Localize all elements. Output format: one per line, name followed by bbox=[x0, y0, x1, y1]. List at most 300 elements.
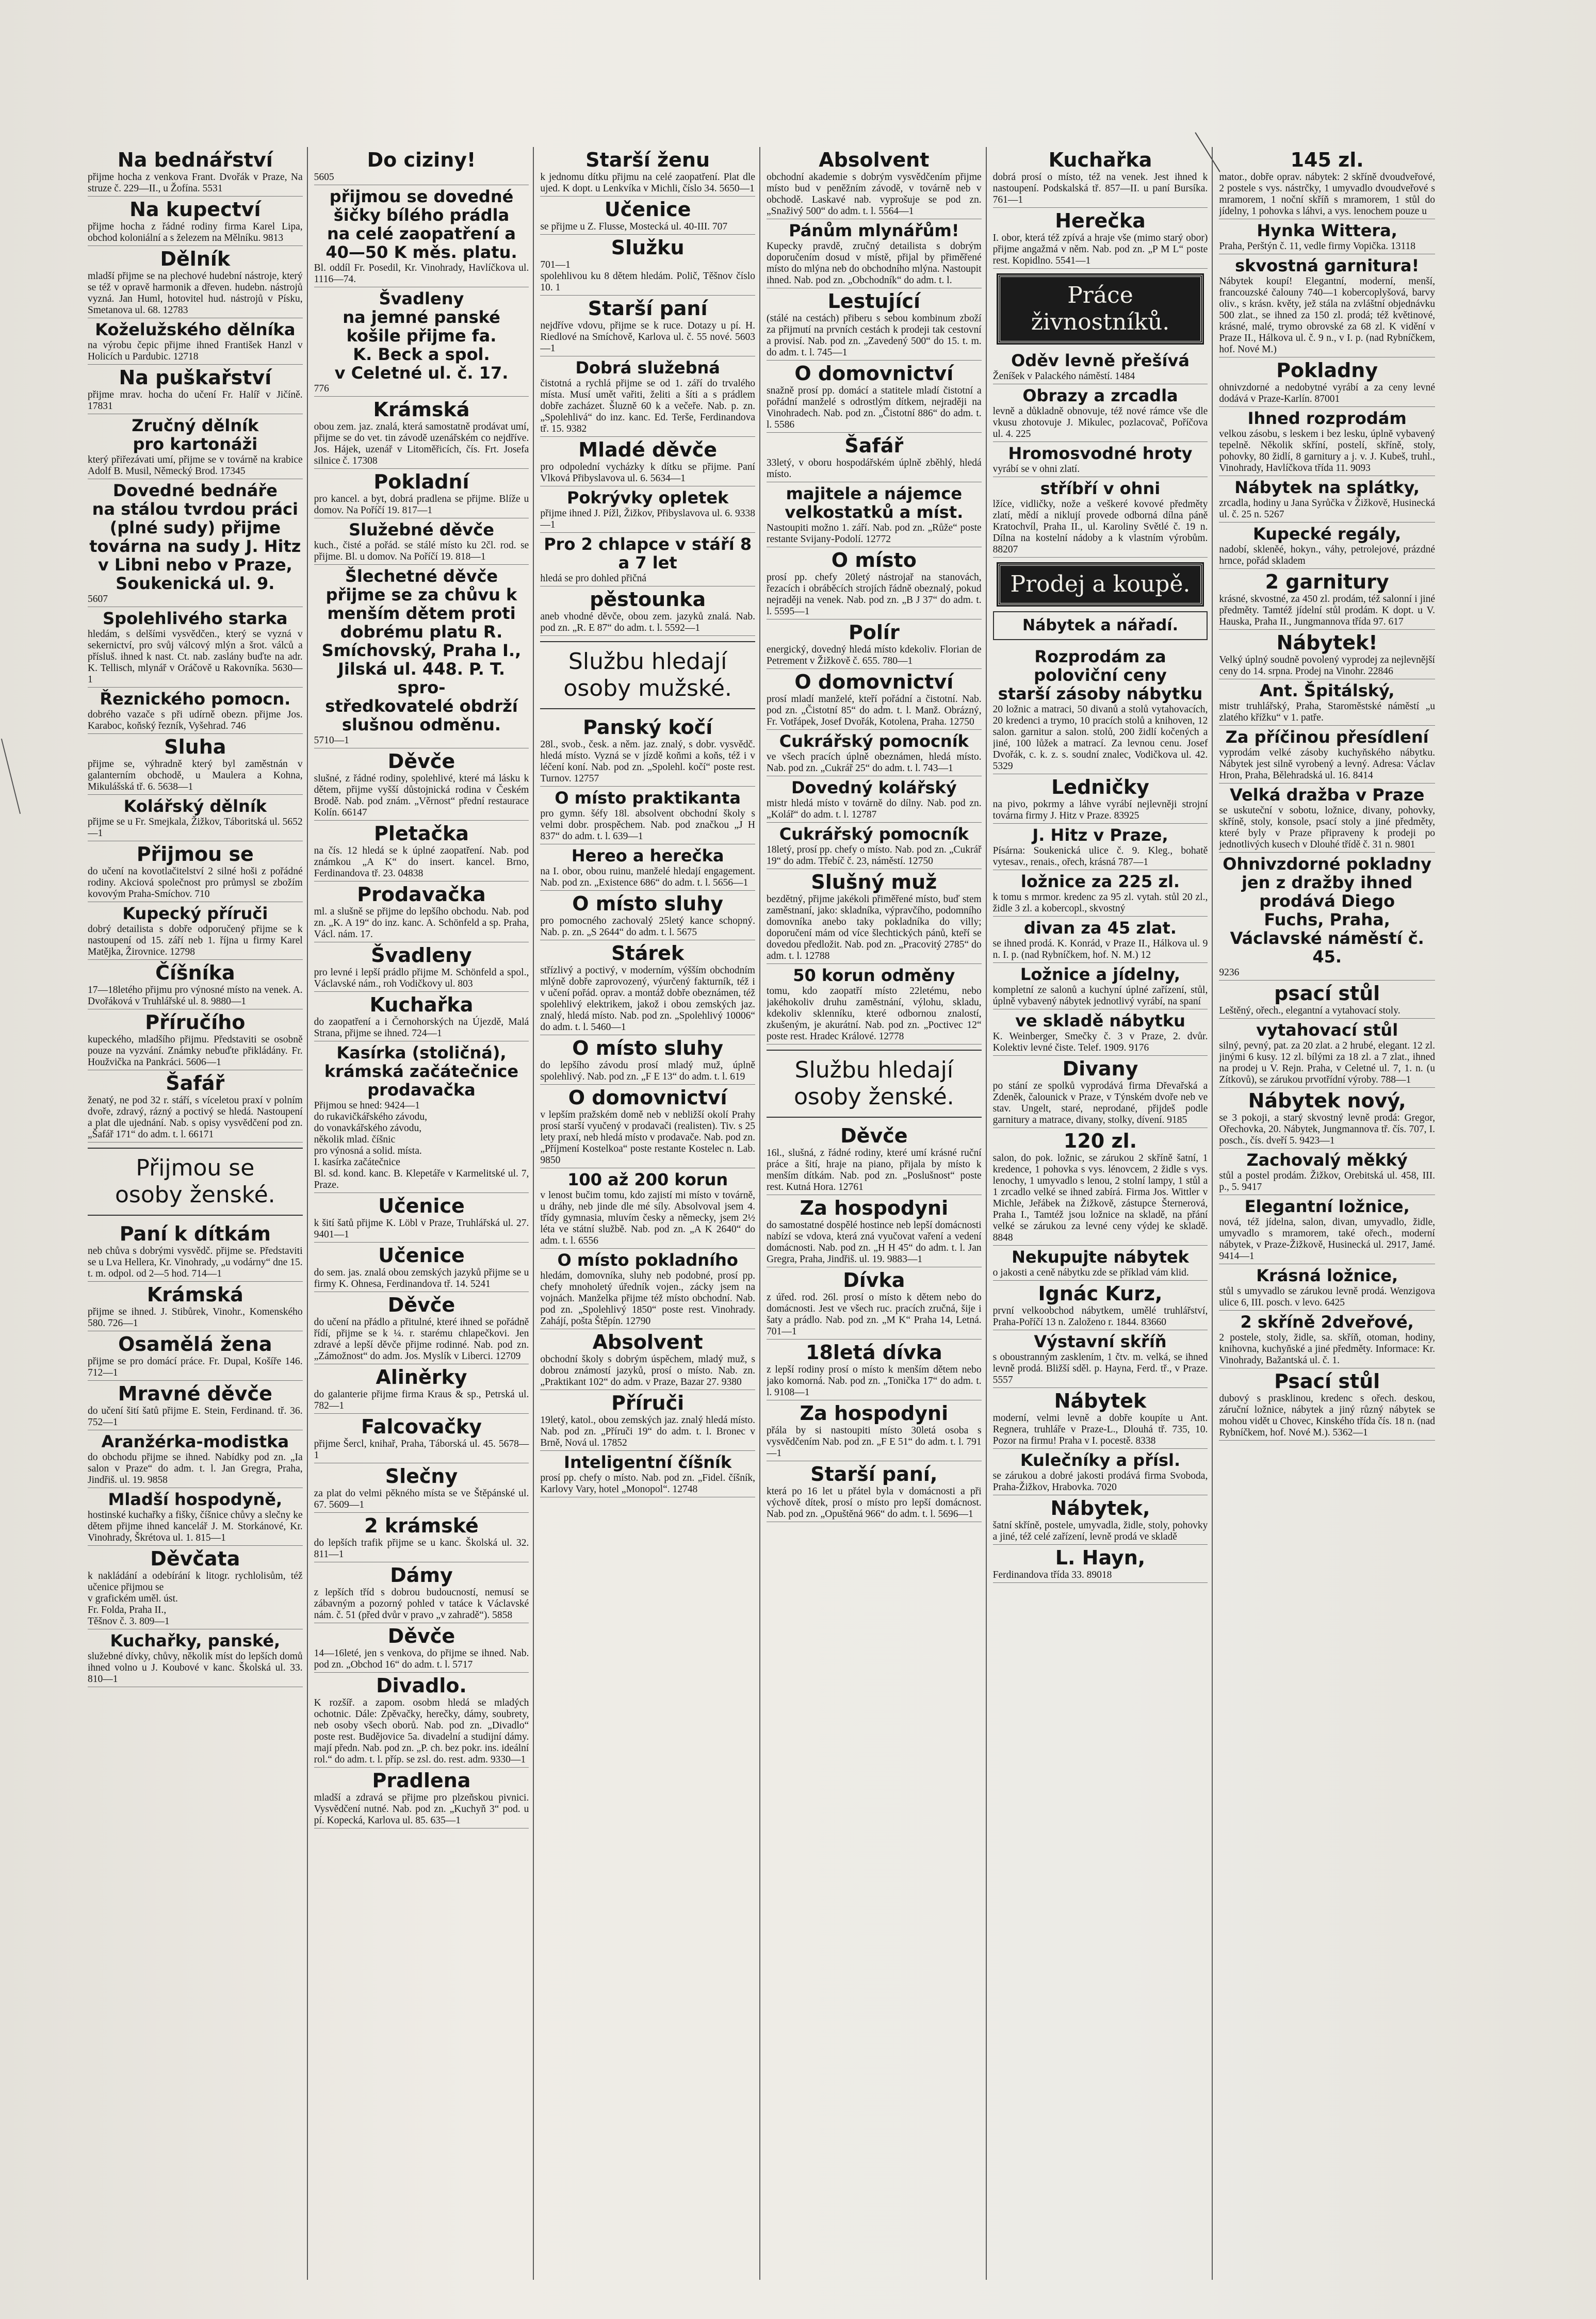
ad-heading: Výstavní skříň bbox=[1034, 1332, 1167, 1351]
classified-ad bbox=[540, 147, 758, 197]
ad-heading: Dovedné bednáře na stálou tvrdou práci (plné sudy) přijme továrna na sudy J. Hitz v Libni nebo v Praze, Soukenická ul. 9. bbox=[89, 481, 301, 593]
ad-heading: Obrazy a zrcadla bbox=[1022, 386, 1178, 405]
classified-ad bbox=[314, 565, 529, 748]
ad-heading: Dobrá služebná bbox=[575, 358, 720, 378]
classified-ad bbox=[88, 607, 303, 688]
ad-text: na I. obor, obou ruinu, manželé hledají engagement. Nab. pod zn. „Existence 686“ do adm. t. l. 5656—1 bbox=[540, 866, 758, 888]
classified-ad bbox=[540, 235, 755, 296]
ad-heading: Divany bbox=[1062, 1057, 1138, 1080]
classified-ad bbox=[314, 518, 532, 565]
ad-heading: vytahovací stůl bbox=[1256, 1020, 1398, 1040]
ad-text: aneb vhodné děvče, obou zem. jazyků znalá. Nab. pod zn. „R. E 87“ do adm. t. l. 5592—1 bbox=[540, 611, 758, 633]
ad-heading: Polír bbox=[848, 621, 900, 644]
ad-text: Nastoupiti možno 1. září. Nab. pod zn. „Růže“ poste restante Svijany-Podolí. 12772 bbox=[766, 522, 984, 545]
ad-text: 18letý, prosí pp. chefy o místo. Nab. pod zn. „Cukrář 19“ do adm. Třebíč č. 23, náměstí. 12750 bbox=[766, 844, 984, 867]
ad-text: dobrá prosí o místo, též na venek. Jest ihned k nastoupení. Podskalská tř. 857—II. u paní Bursíka. 761—1 bbox=[992, 172, 1211, 205]
ad-heading: Prodavačka bbox=[357, 883, 486, 906]
classified-ad bbox=[993, 442, 1208, 477]
ad-heading: O místo sluhy bbox=[572, 892, 724, 915]
ad-text: na výrobu čepic přijme ihned František Hanzl v Holicích u Pardubic. 12718 bbox=[88, 340, 305, 362]
ad-text: k jednomu dítku přijmu na celé zaopatření. Plat dle ujed. K dopt. u Lenkvíka v Michli, číslo 34. 5650—1 bbox=[540, 172, 758, 194]
ad-heading: Inteligentní číšník bbox=[564, 1452, 732, 1472]
ad-text: služebné dívky, chůvy, několik míst do lepších domů ihned volno u J. Koubové v kanc. Školská ul. 33. 810—1 bbox=[88, 1651, 305, 1685]
ad-text: čistotná a rychlá přijme se od 1. září do trvalého místa. Musí umět vařiti, želiti a šíti a s prádlem dobře zacházet. Šluzně 60 k a večeře. Nab. p. zn. „Spolehlivá“ do inz. kanc. Ed. Terše, Ferdinandova tř. 15. 9382 bbox=[540, 378, 758, 434]
ad-text: Nábytek koupí! Elegantní, moderní, menší, francouzské čalouny 740—1 kobercoplyšová, barvy oliv., s krásn. květy, jež stála na zvláštní objednávku 500 zlat., se ihned za 150 zl. prodá; též květinové, krásné, malé, trymo obrovské za 68 zl. K vidění v Praze II., Hálkova ul. č. 9 n., v I. p. (nad Rybníčkem, hof. Nové M.) bbox=[1219, 276, 1438, 355]
ad-text: 2 postele, stoly, židle, sa. skříň, otoman, hodiny, knihovna, kuchyňské a jiné předměty. Informace: Kr. Vinohrady, Bažantská ul. č. 1. bbox=[1219, 1332, 1438, 1366]
classified-ad bbox=[992, 384, 1211, 442]
classified-ad bbox=[767, 1461, 982, 1522]
classified-ad bbox=[88, 960, 303, 1009]
classified-ad bbox=[88, 1331, 303, 1381]
classified-ad bbox=[88, 688, 303, 734]
classified-ad bbox=[767, 361, 982, 433]
ad-heading: Oděv levně přešívá bbox=[1011, 351, 1190, 370]
category-heading: Nábytek a nářadí. bbox=[993, 611, 1208, 640]
ad-heading: Na kupectví bbox=[129, 198, 261, 221]
ad-heading: Ignác Kurz, bbox=[1038, 1282, 1163, 1305]
classified-ad bbox=[88, 1221, 303, 1282]
ad-text: mladší a zdravá se přijme pro plzeňskou pivnici. Vysvědčení nutné. Nab. pod zn. „Kuchyň 3“ pod. u pí. Kopecká, Karlova ul. 85. 635—1 bbox=[314, 1792, 532, 1826]
ad-heading: Absolvent bbox=[592, 1331, 703, 1353]
ad-heading: Pokrývky opletek bbox=[566, 488, 729, 508]
classified-ad bbox=[992, 870, 1211, 917]
classified-ad bbox=[767, 1267, 982, 1340]
ad-text: Písárna: Soukenická ulice č. 9. Kleg., bohatě vytesav., renais., ořech, krásná 787—1 bbox=[992, 845, 1211, 868]
classified-ad bbox=[1219, 569, 1438, 630]
classified-ad bbox=[1219, 1368, 1438, 1441]
ad-heading: 2 krámské bbox=[364, 1514, 479, 1537]
ad-heading: Falcovačky bbox=[361, 1415, 482, 1438]
ad-heading: Pokladny bbox=[1276, 359, 1378, 382]
column-1 bbox=[88, 147, 308, 2280]
classified-ad bbox=[314, 287, 529, 397]
ad-heading: Spolehlivého starka bbox=[103, 609, 288, 628]
classified-ad bbox=[767, 482, 982, 547]
ad-text: za plat do velmi pěkného místa se ve Štěpánské ul. 67. 5609—1 bbox=[314, 1488, 532, 1510]
classified-ad bbox=[88, 365, 303, 414]
ad-heading: Starší ženu bbox=[585, 149, 710, 171]
ad-heading: Dámy bbox=[390, 1564, 453, 1587]
ad-text: nová, též jídelna, salon, divan, umyvadlo, židle, umyvadlo s mramorem, také ořech., moderní nábytek, v Praze-Žižkově, Husinecká ul. 2917, Jamé. 9414—1 bbox=[1219, 1217, 1438, 1262]
ad-heading: Ihned rozprodám bbox=[1247, 409, 1407, 428]
ad-text: do lepšího závodu prosí mladý muž, úplně spolehlivý. Nab. pod zn. „F E 13“ do adm. t. l. 619 bbox=[540, 1060, 758, 1082]
classified-ad bbox=[540, 940, 758, 1035]
ad-heading: Do ciziny! bbox=[367, 149, 476, 171]
ad-text: stůl a postel prodám. Žižkov, Orebitská ul. 458, III. p., 5. 9417 bbox=[1219, 1170, 1438, 1193]
classified-ad bbox=[993, 1246, 1208, 1281]
ad-heading: Příručího bbox=[145, 1011, 246, 1034]
classified-ad bbox=[992, 963, 1211, 1009]
ad-text: vyrábí se v ohni zlatí. bbox=[992, 464, 1080, 475]
ad-heading: Velká dražba v Praze bbox=[1229, 785, 1425, 805]
ad-text: prosí pp. chefy o místo. Nab. pod zn. „Fidel. číšník, Karlovy Vary, hotel „Monopol“. 12748 bbox=[540, 1473, 758, 1495]
classified-ad bbox=[540, 1451, 758, 1497]
classified-ad bbox=[540, 1035, 758, 1085]
ad-heading: Za příčinou přesídlení bbox=[1225, 727, 1429, 747]
ad-heading: O místo praktikanta bbox=[555, 788, 741, 808]
ad-text: přijme Šercl, knihař, Praha, Táborská ul. 45. 5678—1 bbox=[314, 1439, 529, 1461]
pencil-mark bbox=[1, 739, 21, 814]
ad-heading: Nábytek! bbox=[1276, 631, 1378, 654]
ad-text: šatní skříně, postele, umyvadla, židle, stoly, pohovky a jiné, též celé zařízení, levně prodá ve skladě bbox=[992, 1520, 1211, 1542]
ad-heading: Koželužského dělníka bbox=[95, 320, 296, 339]
ad-heading: Psací stůl bbox=[1274, 1370, 1380, 1393]
ad-text: salon, do pok. ložnic, se zárukou 2 skříně šatní, 1 kredence, 1 pohovka s vys. lénovcem, 2 židle s vys. lenochy, 1 umyvadlo s lenou, 2 stolní lampy, 1 stůl a 1 zrcadlo velké se ihned zabírá. Firma Jos. Wittler v Michle, Jeřábek na Žižkově, zástupce Šternerová, Praha I., Tamtéž jsou ložnice na skladě, na přání velké se zárukou za levné ceny výdej ke skladě. 8848 bbox=[992, 1153, 1211, 1243]
classified-ad bbox=[767, 147, 982, 219]
ad-text: Praha, Perštýn č. 11, vedle firmy Vopička. 13118 bbox=[1219, 241, 1416, 252]
ad-heading: Krámská bbox=[373, 398, 470, 421]
ad-heading: Učenice bbox=[378, 1244, 465, 1267]
classified-ad bbox=[88, 246, 303, 318]
ad-text: o jakosti a ceně nábytku zde se příklad vám klid. bbox=[992, 1267, 1189, 1278]
ad-heading: J. Hitz v Praze, bbox=[1032, 825, 1168, 845]
ad-heading: Cukrářský pomocník bbox=[779, 731, 969, 751]
classified-ad bbox=[992, 1495, 1211, 1545]
classified-ad bbox=[314, 147, 529, 185]
classified-ad bbox=[767, 1400, 982, 1461]
classified-ad bbox=[540, 891, 758, 940]
ad-heading: skvostná garnitura! bbox=[1235, 256, 1420, 275]
classified-ad bbox=[540, 1329, 758, 1390]
classified-ad bbox=[1219, 981, 1435, 1019]
ad-text: do učení šití šatů přijme E. Stein, Ferdinand. tř. 36. 752—1 bbox=[88, 1406, 305, 1428]
ad-heading: Ledničky bbox=[1051, 776, 1149, 798]
classified-ad bbox=[992, 208, 1211, 269]
ad-text: se zárukou a dobré jakosti prodává firma Svoboda, Praha-Žižkov, Hrabovka. 7020 bbox=[992, 1471, 1211, 1493]
ad-heading: Nábytek na splátky, bbox=[1234, 478, 1420, 497]
ad-text: k nakládání a odebírání k litogr. rychlolisům, též učenice přijmou se v grafickém uměl. úst. Fr. Folda, Praha II., Těšnov č. 3. 809—1 bbox=[88, 1571, 303, 1627]
classified-ad bbox=[88, 414, 303, 479]
ad-text: přijme se u Fr. Smejkala, Žižkov, Táboritská ul. 5652—1 bbox=[88, 816, 303, 839]
ad-heading: Pokladní bbox=[373, 470, 469, 493]
category-banner: Prodej a koupě. bbox=[998, 564, 1203, 605]
classified-columns bbox=[88, 147, 1439, 2280]
ad-text: Přijmou se hned: 9424—1 do rukavičkářského závodu, do vonavkářského závodu, několik mlad. číšnic pro výnosná a solid. místa. I. kasírka začátečnice Bl. sd. kond. kanc. B. Klepetáře v Karmelitské ul. 7, Praze. bbox=[314, 1100, 529, 1190]
ad-text: mistr hledá místo v továrně do dílny. Nab. pod zn. „Kolář“ do adm. t. l. 12787 bbox=[766, 798, 984, 820]
ad-text: hostinské kuchařky a fišky, číšnice chůvy a slečny ke dětem přijme ihned kancelář J. M. Storkánové, Kr. Vinohrady, Škrétova ul. 1. 815—1 bbox=[88, 1510, 305, 1543]
classified-ad bbox=[1219, 357, 1438, 407]
ad-text: 33letý, v oboru hospodářském úplně zběhlý, hledá místo. bbox=[766, 458, 984, 480]
ad-heading: O domovnictví bbox=[794, 362, 954, 385]
ad-heading: pěstounka bbox=[590, 588, 706, 611]
classified-ad bbox=[1219, 407, 1438, 476]
classified-ad bbox=[767, 869, 982, 964]
classified-ad bbox=[88, 147, 303, 197]
ad-text: K. Weinberger, Smečky č. 3 v Praze, 2. dvůr. Kolektiv levné čiste. Telef. 1909. 9176 bbox=[992, 1031, 1211, 1053]
ad-heading: Kuchařka bbox=[1048, 149, 1152, 171]
ad-heading: 145 zl. bbox=[1290, 149, 1364, 171]
classified-ad bbox=[1219, 783, 1438, 853]
ad-text: Velký úplný soudně povolený vyprodej za nejlevnější ceny do 14. srpna. Prodej na Vinohr. 22846 bbox=[1219, 655, 1438, 677]
classified-ad bbox=[767, 619, 982, 669]
ad-heading: psací stůl bbox=[1274, 982, 1380, 1005]
ad-heading: O domovnictví bbox=[794, 671, 954, 693]
ad-heading: Panský kočí bbox=[582, 716, 713, 739]
ad-text: se přijme u Z. Flusse, Mostecká ul. 40-III. 707 bbox=[540, 221, 728, 232]
ad-text: mistr truhlářský, Praha, Staroměstské náměstí „u zlatého křížku“ v 1. patře. bbox=[1219, 701, 1438, 723]
ad-heading: Lestující bbox=[827, 290, 921, 313]
classified-ad bbox=[314, 1463, 532, 1513]
ad-heading: stříbří v ohni bbox=[1040, 479, 1161, 498]
classified-ad bbox=[992, 1330, 1211, 1388]
ad-text: která po 16 let u přátel byla v domácnosti a při výchově dítek, prosí o místo pro lepší domácnost. Nab. pod zn. „Opuštěná 966“ do adm. t. l. 5696—1 bbox=[766, 1486, 984, 1520]
ad-text: pro pomocného zachovalý 25letý kance schopný. Nab. p. zn. „S 2644“ do adm. t. l. 5675 bbox=[540, 916, 758, 938]
ad-heading: Nábytek, bbox=[1050, 1497, 1150, 1520]
classified-ad bbox=[767, 433, 982, 482]
ad-text: 5605 bbox=[314, 172, 334, 183]
ad-text: do učení na přádlo a přitulné, které ihned se pořádně řídí, přijme se k ¼. r. starému chlapečkovi. Jen zdravé a lepší děvče přijme rodinné. Nab. pod zn. „Zámožnost“ do adm. Jos. Myslík v Liberci. 12709 bbox=[314, 1317, 532, 1362]
classified-ad bbox=[992, 645, 1211, 774]
classified-ad bbox=[88, 479, 303, 607]
ad-heading: Cukrářský pomocník bbox=[779, 824, 969, 844]
ad-text: přijme se pro domácí práce. Fr. Dupal, Košíře 146. 712—1 bbox=[88, 1356, 305, 1378]
ad-text: pro odpolední vycházky k dítku se přijme. Paní Vlková Přibyslavova ul. 6. 5634—1 bbox=[540, 462, 758, 484]
classified-ad bbox=[88, 1282, 303, 1331]
classified-ad bbox=[88, 197, 303, 246]
ad-text: mator., dobře oprav. nábytek: 2 skříně dvoudveřové, 2 postele s vys. nástrčky, 1 umyvadlo dvoudveřové s mramorem, 1 noční skříň s mramorem, 1 stůl do jídelny, 1 pohovka s láhvi, a vys. lenochem pouze u bbox=[1219, 172, 1438, 217]
ad-heading: 18letá dívka bbox=[806, 1341, 942, 1364]
classified-ad bbox=[540, 197, 755, 235]
classified-ad bbox=[540, 586, 758, 636]
ad-text: Bl. oddíl Fr. Posedil, Kr. Vinohrady, Havlíčkova ul. 1116—74. bbox=[314, 263, 532, 285]
ad-text: přijme ihned J. Pížl, Žižkov, Přibyslavova ul. 6. 9338—1 bbox=[540, 508, 755, 530]
ad-heading: O místo pokladního bbox=[557, 1250, 738, 1270]
ad-heading: ve skladě nábytku bbox=[1015, 1011, 1185, 1031]
classified-ad bbox=[314, 1768, 532, 1828]
column-6 bbox=[1219, 147, 1439, 2280]
ad-heading: Hynka Wittera, bbox=[1257, 221, 1397, 240]
classified-ad bbox=[314, 1673, 532, 1768]
ad-heading: Švadleny na jemné panské košile přijme fa. K. Beck a spol. v Celetné ul. č. 17. bbox=[334, 289, 509, 383]
classified-ad bbox=[992, 1388, 1211, 1449]
ad-heading: Hereo a herečka bbox=[571, 846, 724, 865]
ad-text: k tomu s mrmor. kredenc za 95 zl. vytah. stůl 20 zl., židle 3 zl. a kobercopl., skvostný bbox=[992, 892, 1211, 914]
classified-ad bbox=[1219, 147, 1438, 219]
ad-heading: majitele a nájemce velkostatků a míst. bbox=[785, 484, 964, 522]
ad-heading: Přijmou se bbox=[136, 843, 254, 865]
ad-heading: Mladší hospodyně, bbox=[108, 1490, 283, 1509]
ad-heading: 50 korun odměny bbox=[793, 966, 955, 985]
ad-heading: Stárek bbox=[611, 942, 685, 965]
classified-ad bbox=[767, 219, 982, 288]
ad-heading: Pradlena bbox=[372, 1769, 471, 1792]
ad-heading: Děvčata bbox=[150, 1547, 240, 1570]
ad-text: v lenost bučim tomu, kdo zajistí mi místo v továrně, u dráhy, neb jinde dle mé síly. Absolvoval jsem 4. třídy gymnasia, mluvím česky a německy, jsem 2½ léta ve státní službě. Nab. pod zn. „A K 2640“ do adm. t. l. 6556 bbox=[540, 1190, 758, 1246]
ad-text: neb chůva s dobrými vysvědč. přijme se. Představiti se u Lva Hellera, Kr. Vinohrady, „u vodárny“ dne 15. t. m. odpol. od 2—5 hod. 714—1 bbox=[88, 1246, 305, 1279]
ad-heading: Zručný dělník pro kartonáži bbox=[132, 416, 259, 454]
ad-text: Kupecky pravdě, zručný detailista s dobrým doporučením dosud v místě, přijal by přiměřené místo do mlýna neb do obchodního mlýna. Nastoupit ihned. Nab. pod zn. „Obchodník“ do adm. t. l. bbox=[766, 241, 984, 286]
ad-heading: Dovedný kolářský bbox=[791, 778, 957, 797]
ad-text: z lepších tříd s dobrou budoucností, nemusí se zábavným a pozorný pohled v tatáce k Václavské nám. č. 51 (před dvůr v pravo „v zahradě“). 5858 bbox=[314, 1587, 532, 1621]
classified-ad bbox=[1219, 1088, 1438, 1149]
ad-text: se 3 pokoji, a starý skvostný levně prodá: Gregor, Ořechovka, 20. Nábytek, Jungmannova tř. čís. 707, I. posch., čís. dveří 5. 9423—1 bbox=[1219, 1113, 1438, 1146]
classified-ad bbox=[88, 841, 303, 902]
ad-text: ženatý, ne pod 32 r. stáří, s víceletou praxí v polním dvoře, zdravý, rázný a poctivý se hledá. Nastoupení a plat dle ujednání. Nab. s opisy vysvědčení pod zn. „Šafář 171“ do adm. t. l. 66171 bbox=[88, 1095, 305, 1140]
ad-heading: Kupecké regály, bbox=[1252, 524, 1402, 544]
ad-heading: 2 skříně 2dveřové, bbox=[1240, 1312, 1414, 1332]
ad-text: 5710—1 bbox=[314, 735, 349, 746]
ad-heading: Mravné děvče bbox=[118, 1382, 272, 1405]
classified-ad bbox=[1219, 679, 1438, 726]
ad-text: 776 bbox=[314, 383, 329, 394]
ad-heading: Za hospodyni bbox=[800, 1402, 949, 1425]
ad-heading: Hromosvodné hroty bbox=[1008, 444, 1193, 463]
classified-ad bbox=[1219, 1149, 1438, 1195]
ad-heading: Děvče bbox=[387, 1625, 455, 1647]
ad-text: po stání ze spolků vyprodává firma Dřevařská a Zdeněk, čalounick v Praze, v Týnském dvoře neb ve stav. Ungelt, staré, neprodané, přijdeš podle garnitury a matrace, divany, stolky, dívení. 9185 bbox=[992, 1081, 1211, 1125]
ad-text: pro gymn. šéfy 18l. absolvent obchodní školy s velmi dobr. prospěchem. Nab. pod značkou „J H 837“ do adm. t. l. 639—1 bbox=[540, 808, 758, 842]
classified-ad bbox=[314, 1041, 529, 1193]
classified-ad bbox=[88, 734, 303, 795]
ad-text: vyprodám velké zásoby kuchyňského nábytku. Nábytek jest silně vyrobený a levný. Adresa: Václav Hron, Praha, Bělehradská ul. 16. 8414 bbox=[1219, 747, 1438, 781]
classified-ad bbox=[767, 823, 982, 869]
classified-ad bbox=[1219, 254, 1438, 357]
column-2 bbox=[314, 147, 534, 2280]
ad-heading: Šafář bbox=[844, 434, 904, 457]
classified-ad bbox=[540, 1168, 758, 1249]
ad-heading: Kolářský dělník bbox=[123, 796, 267, 816]
ad-text: 5607 bbox=[88, 594, 108, 605]
classified-ad bbox=[1219, 726, 1438, 783]
ad-text: 14—16leté, jen s venkova, do přijme se ihned. Nab. pod zn. „Obchod 16“ do adm. t. l. 5717 bbox=[314, 1648, 532, 1670]
classified-ad bbox=[993, 349, 1208, 384]
classified-ad bbox=[1219, 1019, 1438, 1088]
ad-heading: Šlechetné děvče přijme se za chůvu k menším dětem proti dobrému platu R. Smíchovský, Praha I., Jilská ul. 448. P. T. spro- středkovatelé obdrží slušnou odměnu. bbox=[321, 566, 522, 734]
ad-heading: Starší paní bbox=[588, 297, 708, 320]
ad-text: 19letý, katol., obou zemských jaz. znalý hledá místo. Nab. pod zn. „Příruči 19“ do adm. t. l. Bronec v Brně, Nová ul. 17852 bbox=[540, 1415, 758, 1448]
classified-ad bbox=[314, 1562, 532, 1623]
ad-heading: Kuchařka bbox=[369, 993, 474, 1016]
ad-heading: Paní k dítkám bbox=[119, 1222, 271, 1245]
ad-heading: Příruči bbox=[611, 1392, 685, 1414]
classified-ad bbox=[540, 296, 758, 356]
ad-heading: Krásná ložnice, bbox=[1256, 1266, 1398, 1285]
classified-ad bbox=[1219, 219, 1435, 254]
classified-ad bbox=[1219, 630, 1438, 679]
ad-text: na čís. 12 hledá se k úplné zaopatření. Nab. pod známkou „A K“ do insert. kancel. Brno, Ferdinandova tř. 23. 04838 bbox=[314, 845, 532, 879]
classified-ad bbox=[314, 469, 532, 518]
ad-heading: ložnice za 225 zl. bbox=[1020, 872, 1180, 891]
classified-ad bbox=[540, 714, 758, 787]
ad-heading: Pánům mlynářům! bbox=[789, 221, 959, 240]
classified-ad bbox=[992, 1009, 1211, 1056]
ad-heading: Pro 2 chlapce v stáří 8 a 7 let bbox=[544, 534, 758, 573]
classified-ad bbox=[88, 1546, 303, 1629]
ad-text: Ženíšek v Palackého náměstí. 1484 bbox=[992, 371, 1135, 382]
ad-text: stůl s umyvadlo se zárukou levně prodá. Wenzigova ulice 6, III. posch. v levo. 6425 bbox=[1219, 1286, 1438, 1308]
classified-ad bbox=[992, 1128, 1211, 1246]
ad-text: přijme se ihned. J. Stibůrek, Vinohr., Komenského 580. 726—1 bbox=[88, 1307, 305, 1329]
ad-heading: Rozprodám za poloviční ceny starší zásoby nábytku bbox=[998, 647, 1203, 704]
classified-ad bbox=[992, 1056, 1211, 1128]
ad-text: tomu, kdo zaopatří místo 22letému, nebo jakéhokoliv druhu zaměstnání, výlohu, skladu, kdekoliv sklenníku, které odbornou znalostí, zkušeným, je akurátní. Nab. pod zn. „Poctivec 12“ poste rest. Hradec Králové. 12778 bbox=[766, 986, 984, 1042]
ad-heading: Aranžérka-modistka bbox=[101, 1432, 289, 1451]
ad-heading: Za hospodyni bbox=[800, 1197, 949, 1219]
ad-text: k šití šatů přijme K. Löbl v Praze, Truhlářská ul. 27. 9401—1 bbox=[314, 1218, 532, 1240]
classified-ad bbox=[1219, 522, 1438, 569]
ad-text: 17—18letého přijmu pro výnosné místo na venek. A. Dvořáková v Truhlářské ul. 8. 9880—1 bbox=[88, 985, 305, 1007]
ad-heading: 2 garnitury bbox=[1265, 570, 1389, 593]
classified-ad bbox=[1219, 853, 1435, 981]
classified-ad bbox=[767, 776, 982, 823]
ad-text: nadobí, skleněé, hokyn., váhy, petrolejové, prázdné hrnce, pořád skladem bbox=[1219, 544, 1438, 566]
classified-ad bbox=[1219, 1311, 1438, 1368]
ad-text: 20 ložnic a matraci, 50 divanů a stolů vytahovacích, 20 kredenci a trymo, 10 pracích stolů a knihoven, 12 salon. garnitur a salon. stolů, 200 židlí kočených a jiné, 100 lůžek a matrací. Za levnou cenu. Josef Dvořák, c. k. z. s. soudní znalec, Vodičkova ul. 42. 5329 bbox=[992, 704, 1211, 772]
ad-heading: Kulečníky a přísl. bbox=[1020, 1450, 1181, 1470]
ad-text: obou zem. jaz. znalá, která samostatně prodávat umí, přijme se do vet. tin závodě uzenářském co nejdříve. Jos. Hájek, uzenář v Litoměřicích, čís. Frt. Josefa silnice č. 17308 bbox=[314, 421, 532, 466]
ad-text: ohnivzdorné a nedobytné vyrábí a za ceny levné dodává v Praze-Karlín. 87001 bbox=[1219, 382, 1438, 404]
classified-ad bbox=[88, 1430, 303, 1488]
classified-ad bbox=[88, 902, 303, 960]
classified-ad bbox=[992, 824, 1211, 870]
ad-text: do samostatné dospělé hostince neb lepší domácnosti nabízí se vdova, která zná vyučovat vaření a vedení domácnosti. Nab. pod zn. „H H 45“ do adm. t. l. Jan Gregra, Praha, Jindřiš. ul. 19. 9883—1 bbox=[766, 1220, 984, 1265]
classified-ad bbox=[88, 318, 303, 365]
ad-heading: Ložnice a jídelny, bbox=[1020, 965, 1181, 984]
ad-heading: O místo bbox=[831, 549, 917, 571]
ad-heading: Slušný muž bbox=[811, 871, 937, 893]
classified-ad bbox=[992, 477, 1211, 558]
classified-ad bbox=[540, 844, 758, 891]
ad-heading: Elegantní ložnice, bbox=[1244, 1197, 1410, 1216]
ad-text: krásné, skvostné, za 450 zl. prodám, též salonní i jiné předměty. Tamtéž jídelní stůl prodám. K dopt. u V. Hauska, Praha II., Jungmannova třída 97. 617 bbox=[1219, 594, 1438, 627]
classified-ad bbox=[314, 1193, 532, 1243]
ad-text: silný, pevný, pat. za 20 zlat. a 2 hrubé, elegant. 12 zl. jinými 6 kusy. 12 zl. bílými za 18 zl. a 7 zlat., ihned na prodej u V. Rejn. Praha, v Celetné ul. 7, 1. n. (u Zítkovů), se zárukou prvotřídní výroby. 788—1 bbox=[1219, 1040, 1438, 1085]
classified-ad bbox=[767, 1195, 982, 1267]
classified-ad bbox=[540, 486, 755, 533]
ad-heading: Řeznického pomocn. bbox=[100, 689, 291, 709]
ad-text: první velkoobchod nábytkem, umělé truhlářství, Praha-Poříčí 13 n. Založeno r. 1844. 83660 bbox=[992, 1305, 1211, 1328]
classified-ad bbox=[314, 1414, 529, 1463]
column-3 bbox=[540, 147, 760, 2280]
classified-ad bbox=[88, 1629, 303, 1687]
ad-heading: Nekupujte nábytek bbox=[1012, 1247, 1189, 1267]
classified-ad bbox=[540, 1249, 758, 1329]
classified-ad bbox=[540, 787, 758, 844]
ad-heading: Sluha bbox=[164, 736, 226, 758]
classified-ad bbox=[314, 821, 532, 881]
ad-text: hledám, s delšími vysvědčen., který se vyzná v sekernictví, pro svůj válcový mlýn a šrot. válců a přísluš. ihned k nast. Ct. nab. zaslány buďte na adr. K. Tellisch, mlynář v Oráčově u Rakovníka. 5630—1 bbox=[88, 629, 305, 685]
classified-ad bbox=[992, 1281, 1211, 1330]
ad-heading: Nábytek nový, bbox=[1248, 1089, 1406, 1112]
ad-text: Ferdinandova třída 33. 89018 bbox=[992, 1570, 1112, 1580]
ad-text: do lepších trafik přijme se u kanc. Školská ul. 32. 811—1 bbox=[314, 1538, 532, 1560]
ad-text: moderní, velmi levně a dobře koupíte u Ant. Regnera, truhláře v Praze-L., Dlouhá tř. 735, 10. Pozor na firmu! Praha v I. pocestě. 8338 bbox=[992, 1413, 1211, 1446]
ad-text: střízlivý a poctivý, v moderním, výšším obchodním mlýně dobře zaprovozený, výurčený fakturník, též i v učení pořád. oprav. a montáž dobře obeznámen, též spolehlivý elektrikem, jakož i obou zemských jaz. znalý, hledá místo. Nab. pod zn. „Spolehlivý 10006“ do adm. t. l. 5460—1 bbox=[540, 965, 758, 1033]
classified-ad bbox=[992, 774, 1211, 824]
ad-heading: Děvče bbox=[387, 750, 455, 773]
ad-text: z úřed. rod. 26l. prosí o místo k dětem nebo do domácnosti. Jest ve všech ruc. pracích zručná, šije i šaty a prádlo. Nab. pod zn. „M K“ Praha 14, Letná. 701—1 bbox=[766, 1292, 984, 1337]
classified-ad bbox=[88, 1488, 303, 1546]
ad-text: přijme se, výhradně který byl zaměstnán v galanterním obchodě, u Maulera a Kohna, Mikulášská tř. 6. 5638—1 bbox=[88, 759, 305, 792]
ad-text: bezdětný, přijme jakékoli přiměřené místo, buď stem zaměstnaní, jako: skladníka, výpravčího, podomního domovníka anebo taky pokladníka do villy; doporučení mám od více šlechtických pánů, kteří se dovedou předložit. Nab. pod zn. „Pracovitý 2785“ do adm. t. l. 12788 bbox=[766, 894, 984, 961]
ad-text: 16l., slušná, z řádné rodiny, které umí krásné ruční práce a šití, hraje na piano, přijala by místo k menším dítkám. Nab. pod zn. „Poslušnost“ poste rest. Kutná Hora. 12761 bbox=[766, 1148, 984, 1193]
ad-heading: Absolvent bbox=[819, 149, 930, 171]
ad-text: hledá se pro dohled přičná bbox=[540, 573, 647, 584]
ad-text: zrcadla, hodiny u Jana Syrůčka v Žižkově, Husinecká ul. č. 25 n. 5267 bbox=[1219, 498, 1438, 520]
ad-heading: Starší paní, bbox=[810, 1463, 938, 1485]
ad-heading: Dělník bbox=[160, 248, 231, 270]
classified-ad bbox=[314, 397, 532, 469]
column-5 bbox=[993, 147, 1213, 2280]
ad-heading: Učenice bbox=[604, 198, 691, 221]
classified-ad bbox=[767, 1123, 982, 1195]
ad-text: ml. a slušně se přijme do lepšího obchodu. Nab. pod zn. „K. A 19“ do inz. kanc. A. Schönfeld a sp. Praha, Václ. nám. 17. bbox=[314, 906, 532, 940]
ad-heading: Herečka bbox=[1055, 209, 1146, 232]
classified-ad bbox=[88, 795, 303, 841]
classified-ad bbox=[88, 1009, 303, 1070]
classified-ad bbox=[993, 1545, 1208, 1583]
ad-text: přála by si nastoupiti místo 30letá osoba s vysvědčením Nab. pod zn. „F E 51“ do adm. t. l. 791—1 bbox=[766, 1425, 984, 1459]
